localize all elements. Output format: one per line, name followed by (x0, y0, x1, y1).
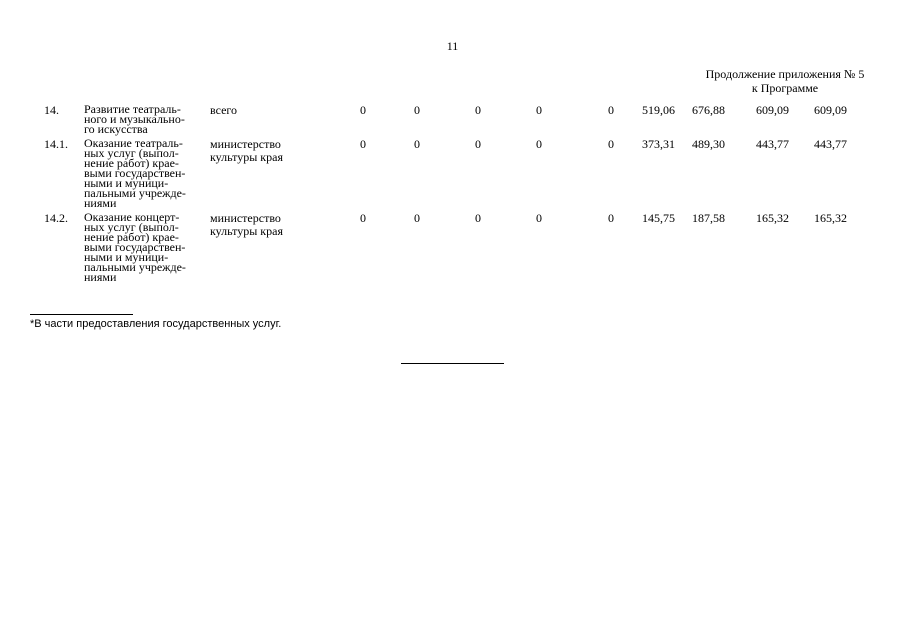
row-value: 165,32 (814, 211, 847, 225)
row-name (84, 138, 210, 212)
row-name (84, 212, 210, 286)
row-value: 145,75 (642, 211, 675, 225)
row-name-line: выми государствен- (84, 240, 186, 254)
row-executor (210, 138, 338, 212)
row-name-line: го искусства (84, 122, 148, 136)
row-name-line: нение работ) крае- (84, 156, 179, 170)
row-value: 0 (608, 211, 614, 225)
row-value: 0 (536, 211, 542, 225)
row-value: 443,77 (814, 137, 847, 151)
row-value: 0 (414, 103, 420, 117)
row-value: 676,88 (692, 103, 725, 117)
row-name-line: ными и муници- (84, 250, 169, 264)
row-number: 14. (44, 103, 59, 117)
row-value: 0 (608, 103, 614, 117)
funding-table-body (30, 104, 847, 286)
row-value: 0 (360, 137, 366, 151)
row-name-line: ниями (84, 270, 117, 284)
row-number: 14.2. (44, 211, 68, 225)
row-name-line: выми государствен- (84, 166, 186, 180)
row-name-line: пальными учрежде- (84, 260, 186, 274)
row-name-line: Развитие театраль- (84, 102, 181, 116)
row-name-line: Оказание театраль- (84, 136, 183, 150)
row-number: 14.1. (44, 137, 68, 151)
footnote-separator (30, 314, 133, 315)
page-number: 11 (446, 39, 459, 53)
row-value: 0 (414, 211, 420, 225)
appendix-caption (695, 67, 875, 95)
table-row (30, 104, 847, 138)
appendix-line-2: к Программе (751, 81, 819, 95)
row-executor-line: культуры края (210, 150, 283, 164)
row-value: 373,31 (642, 137, 675, 151)
row-value: 0 (536, 137, 542, 151)
end-separator (401, 363, 504, 364)
row-value: 519,06 (642, 103, 675, 117)
footnote: *В части предоставления государственных услуг. (30, 318, 282, 330)
row-name-line: ниями (84, 196, 117, 210)
row-executor-line: министерство (210, 137, 281, 151)
row-name-line: нение работ) крае- (84, 230, 179, 244)
row-name-line: ными и муници- (84, 176, 169, 190)
row-name-line: Оказание концерт- (84, 210, 180, 224)
appendix-line-1: Продолжение приложения № 5 (705, 67, 865, 81)
row-value: 0 (475, 103, 481, 117)
row-value: 165,32 (756, 211, 789, 225)
row-value: 443,77 (756, 137, 789, 151)
row-executor-line: всего (210, 103, 238, 117)
table-row (30, 212, 847, 286)
row-executor (210, 104, 338, 138)
row-executor-line: министерство (210, 211, 281, 225)
row-value: 0 (608, 137, 614, 151)
row-name-line: пальными учрежде- (84, 186, 186, 200)
row-value: 187,58 (692, 211, 725, 225)
row-value: 0 (414, 137, 420, 151)
row-name-line: ных услуг (выпол- (84, 220, 179, 234)
row-value: 0 (475, 137, 481, 151)
row-name-line: ных услуг (выпол- (84, 146, 179, 160)
row-value: 0 (475, 211, 481, 225)
row-value: 0 (536, 103, 542, 117)
funding-table (30, 104, 847, 286)
row-value: 609,09 (814, 103, 847, 117)
row-executor-line: культуры края (210, 224, 283, 238)
row-value: 0 (360, 103, 366, 117)
row-name-line: ного и музыкально- (84, 112, 185, 126)
row-value: 489,30 (692, 137, 725, 151)
row-value: 0 (360, 211, 366, 225)
row-value: 609,09 (756, 103, 789, 117)
table-row (30, 138, 847, 212)
row-name (84, 104, 210, 138)
row-executor (210, 212, 338, 286)
